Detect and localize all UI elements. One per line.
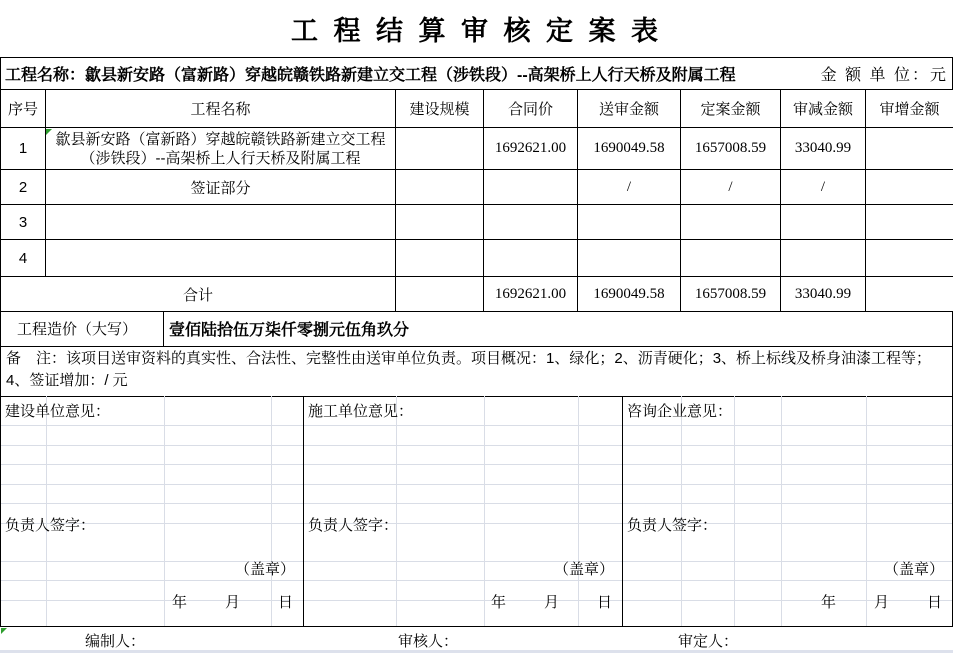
page-title: 工 程 结 算 审 核 定 案 表	[290, 16, 662, 46]
cell-r3-contract[interactable]	[484, 205, 578, 240]
cell-r3-scale[interactable]	[396, 205, 484, 240]
project-info-row[interactable]	[0, 57, 953, 90]
opinions-section	[0, 396, 953, 627]
cell-r2-increased[interactable]	[866, 170, 953, 205]
cell-r2-name[interactable]: 签证部分	[46, 170, 396, 205]
cell-total-scale[interactable]	[396, 277, 484, 312]
cell-r3-name[interactable]	[46, 205, 396, 240]
header-finalized-amount[interactable]: 定案金额	[681, 90, 781, 128]
cell-r4-name[interactable]	[46, 240, 396, 277]
day-label: 日	[596, 594, 612, 611]
year-label: 年	[171, 594, 187, 611]
signature-footer-row[interactable]	[0, 627, 953, 650]
cell-r2-contract[interactable]	[484, 170, 578, 205]
cell-r1-contract[interactable]: 1692621.00	[484, 128, 578, 170]
settlement-table	[0, 89, 953, 312]
cell-r2-seq[interactable]: 2	[1, 170, 46, 205]
cell-r1-submitted[interactable]: 1690049.58	[578, 128, 681, 170]
cell-r1-seq[interactable]: 1	[1, 128, 46, 170]
amount-in-words-label: 工程造价（大写）	[1, 311, 164, 346]
amount-in-words-row	[0, 311, 953, 347]
table-row	[1, 170, 953, 205]
consultant-date-fields	[821, 591, 952, 612]
cell-total-label[interactable]: 合计	[1, 277, 396, 312]
cell-r3-increased[interactable]	[866, 205, 953, 240]
remark-cell[interactable]: 备 注：该项目送审资料的真实性、合法性、完整性由送审单位负责。项目概况：1、绿化；2、沥青硬化；3、桥上标线及桥身油漆工程等；4、签证增加：/ 元	[0, 346, 953, 397]
cell-r4-seq[interactable]: 4	[1, 240, 46, 277]
year-label: 年	[490, 594, 506, 611]
header-increased-amount[interactable]: 审增金额	[866, 90, 953, 128]
day-label: 日	[926, 594, 942, 611]
owner-seal-label: （盖章）	[234, 561, 295, 578]
cell-r4-scale[interactable]	[396, 240, 484, 277]
cell-r2-reduced[interactable]: /	[781, 170, 866, 205]
cell-r1-finalized[interactable]: 1657008.59	[681, 128, 781, 170]
owner-date-fields	[172, 591, 303, 612]
cell-r3-submitted[interactable]	[578, 205, 681, 240]
project-name-label: 工程名称：歙县新安路（富新路）穿越皖赣铁路新建立交工程（涉铁段）--高架桥上人行天桥及附属工程	[5, 67, 736, 84]
year-label: 年	[820, 594, 836, 611]
table-header-row	[1, 90, 953, 128]
contractor-date-fields	[491, 591, 622, 612]
owner-opinion-label: 建设单位意见：	[5, 403, 111, 420]
header-scale[interactable]: 建设规模	[396, 90, 484, 128]
header-seq[interactable]: 序号	[1, 90, 46, 128]
consultant-seal-label: （盖章）	[883, 561, 944, 578]
header-reduced-amount[interactable]: 审减金额	[781, 90, 866, 128]
table-row	[1, 240, 953, 277]
cell-r2-scale[interactable]	[396, 170, 484, 205]
table-total-row	[1, 277, 953, 312]
cell-r3-seq[interactable]: 3	[1, 205, 46, 240]
approver-label: 审定人：	[678, 633, 739, 650]
cell-r4-contract[interactable]	[484, 240, 578, 277]
contractor-seal-label: （盖章）	[553, 561, 614, 578]
day-label: 日	[277, 594, 293, 611]
cell-r4-submitted[interactable]	[578, 240, 681, 277]
preparer-label: 编制人：	[85, 633, 146, 650]
amount-in-words-value[interactable]: 壹佰陆拾伍万柒仟零捌元伍角玖分	[169, 322, 410, 339]
owner-opinion-cell[interactable]	[1, 396, 304, 626]
cell-total-reduced[interactable]: 33040.99	[781, 277, 866, 312]
cell-r2-finalized[interactable]: /	[681, 170, 781, 205]
reviewer-label: 审核人：	[398, 633, 459, 650]
month-label: 月	[224, 594, 240, 611]
cell-total-submitted[interactable]: 1690049.58	[578, 277, 681, 312]
contractor-opinion-label: 施工单位意见：	[308, 403, 414, 420]
cell-r4-reduced[interactable]	[781, 240, 866, 277]
month-label: 月	[543, 594, 559, 611]
cell-r2-submitted[interactable]: /	[578, 170, 681, 205]
cell-r1-scale[interactable]	[396, 128, 484, 170]
cell-r4-finalized[interactable]	[681, 240, 781, 277]
cell-r1-reduced[interactable]: 33040.99	[781, 128, 866, 170]
amount-unit-label: 金 额 单 位：元	[820, 67, 948, 84]
cell-total-finalized[interactable]: 1657008.59	[681, 277, 781, 312]
owner-sign-label: 负责人签字：	[5, 517, 96, 534]
cell-r3-finalized[interactable]	[681, 205, 781, 240]
cell-r3-reduced[interactable]	[781, 205, 866, 240]
header-contract-price[interactable]: 合同价	[484, 90, 578, 128]
consultant-opinion-label: 咨询企业意见：	[627, 403, 733, 420]
cell-r4-increased[interactable]	[866, 240, 953, 277]
table-row	[1, 128, 953, 170]
cell-r1-name[interactable]: 歙县新安路（富新路）穿越皖赣铁路新建立交工程（涉铁段）--高架桥上人行天桥及附属工程	[46, 128, 396, 170]
header-submitted-amount[interactable]: 送审金额	[578, 90, 681, 128]
cell-total-increased[interactable]	[866, 277, 953, 312]
cell-comment-marker-icon	[1, 628, 7, 634]
cell-total-contract[interactable]: 1692621.00	[484, 277, 578, 312]
cell-comment-marker-icon	[46, 129, 52, 135]
month-label: 月	[873, 594, 889, 611]
consultant-opinion-cell[interactable]	[623, 396, 952, 626]
table-row	[1, 205, 953, 240]
consultant-sign-label: 负责人签字：	[627, 517, 718, 534]
contractor-sign-label: 负责人签字：	[308, 517, 399, 534]
cell-r1-increased[interactable]	[866, 128, 953, 170]
contractor-opinion-cell[interactable]	[304, 396, 623, 626]
header-project-name[interactable]: 工程名称	[46, 90, 396, 128]
